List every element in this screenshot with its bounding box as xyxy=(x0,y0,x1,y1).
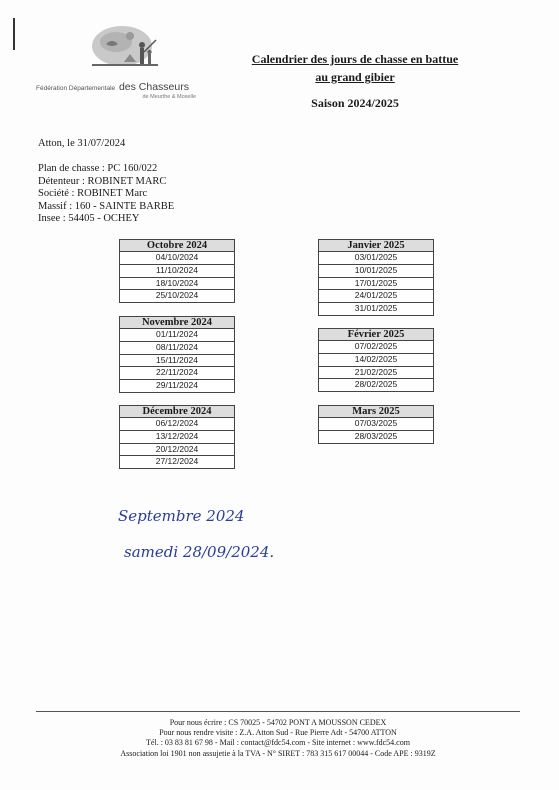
hunt-date: 21/02/2025 xyxy=(319,367,433,380)
month-header: Décembre 2024 xyxy=(120,406,234,418)
month-header: Janvier 2025 xyxy=(319,240,433,252)
month-header: Novembre 2024 xyxy=(120,317,234,329)
hunt-date: 10/01/2025 xyxy=(319,265,433,278)
document-title: Calendrier des jours de chasse en battue xyxy=(251,52,459,66)
month-table-february xyxy=(318,328,434,392)
month-table-november xyxy=(119,316,235,393)
handwritten-month-note: Septembre 2024 xyxy=(118,507,245,525)
hunters-logo-icon xyxy=(72,24,162,78)
hunt-date: 28/03/2025 xyxy=(354,430,398,441)
handwritten-date-note: samedi 28/09/2024. xyxy=(124,543,275,561)
hunt-date: 28/02/2025 xyxy=(354,379,398,390)
footer-phone-mail: Tél. : 03 83 81 67 98 - Mail : contact@fdc54.com - Site internet : www.fdc54.com xyxy=(146,738,410,748)
place-date: Atton, le 31/07/2024 xyxy=(38,138,126,149)
hunt-date: 22/11/2024 xyxy=(120,367,234,380)
document-title-continued: au grand gibier xyxy=(315,70,395,84)
hunt-date: 14/02/2025 xyxy=(319,354,433,367)
society-line: Société : ROBINET Marc xyxy=(38,188,148,199)
hunt-date: 31/01/2025 xyxy=(354,303,398,314)
hunt-date: 18/10/2024 xyxy=(120,278,234,291)
hunt-date: 15/11/2024 xyxy=(120,355,234,368)
federation-logo xyxy=(36,24,196,104)
hunt-date: 07/02/2025 xyxy=(319,341,433,354)
hunt-date: 20/12/2024 xyxy=(120,444,234,457)
hunt-date: 03/01/2025 xyxy=(319,252,433,265)
footer-postal: Pour nous écrire : CS 70025 - 54702 PONT A MOUSSON CEDEX xyxy=(169,718,387,727)
massif-line: Massif : 160 - SAINTE BARBE xyxy=(38,200,175,212)
month-table-january xyxy=(318,239,434,316)
month-header: Mars 2025 xyxy=(319,406,433,418)
footer-legal: Association loi 1901 non assujetie à la TVA - N° SIRET : 783 315 617 00044 - Code APE : 9319Z xyxy=(120,748,436,758)
hunt-date: 04/10/2024 xyxy=(120,252,234,265)
month-table-march xyxy=(318,405,434,444)
federation-name: Fédération Départementale des Chasseurs xyxy=(36,81,189,93)
hunt-date: 01/11/2024 xyxy=(120,329,234,342)
hunt-date: 06/12/2024 xyxy=(120,418,234,431)
footer-contact xyxy=(36,718,520,759)
footer-divider xyxy=(36,711,520,712)
hunt-plan-details xyxy=(38,163,174,226)
footer-visit: Pour nous rendre visite : Z.A. Atton Sud - Rue Pierre Adt - 54700 ATTON xyxy=(159,728,397,738)
hunt-date: 08/11/2024 xyxy=(120,342,234,355)
hunt-date: 27/12/2024 xyxy=(155,456,199,467)
hunt-date: 07/03/2025 xyxy=(319,418,433,431)
month-header: Février 2025 xyxy=(319,329,433,341)
month-table-december xyxy=(119,405,235,469)
month-header: Octobre 2024 xyxy=(120,240,234,252)
hunt-date: 29/11/2024 xyxy=(156,380,198,391)
holder-line: Détenteur : ROBINET MARC xyxy=(38,175,167,187)
hunt-date: 13/12/2024 xyxy=(120,431,234,444)
hunt-date: 17/01/2025 xyxy=(319,278,433,291)
scan-mark xyxy=(13,18,15,50)
plan-line: Plan de chasse : PC 160/022 xyxy=(38,163,158,174)
month-table-october xyxy=(119,239,235,303)
insee-line: Insee : 54405 - OCHEY xyxy=(38,213,140,224)
federation-region: de Meurthe & Moselle xyxy=(142,94,196,100)
season-label: Saison 2024/2025 xyxy=(311,96,399,110)
hunt-date: 11/10/2024 xyxy=(120,265,234,278)
hunt-date: 25/10/2024 xyxy=(155,290,199,301)
hunt-date: 24/01/2025 xyxy=(319,290,433,303)
